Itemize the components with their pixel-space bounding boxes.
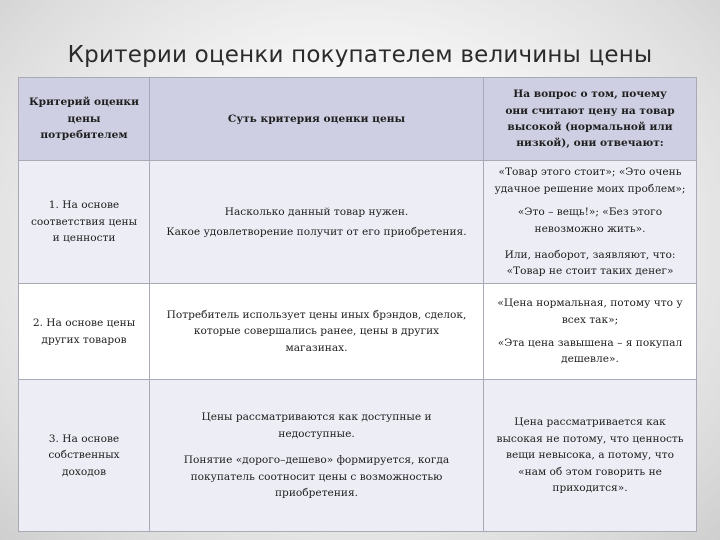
essence-line: которые совершались ранее, цены в других (193, 325, 440, 338)
answer-line: Цена рассматривается как (514, 416, 666, 429)
row1-criterion (19, 161, 150, 284)
row2-criterion (19, 284, 150, 380)
row3-criterion (19, 380, 150, 532)
criterion-line: 2. На основе цены (32, 317, 136, 330)
answer-line: дешевле». (561, 353, 619, 366)
answer-line: «Товар этого стоит»; «Это очень (498, 166, 682, 179)
header-criterion-line: цены (67, 112, 101, 125)
criterion-line: доходов (61, 465, 107, 478)
essence-line: покупатель соотносит цены с возможностью (190, 470, 443, 483)
answer-line: невозможно жить». (534, 222, 646, 235)
criterion-line: других товаров (41, 333, 127, 346)
answer-line: «Цена нормальная, потому что у (497, 297, 683, 310)
header-answers-line: На вопрос о том, почему (513, 88, 667, 101)
row2-essence (150, 284, 484, 380)
answer-line: «нам об этом говорить не (518, 465, 662, 478)
criterion-line: соответствия цены (30, 215, 138, 228)
answer-line: «Эта цена завышена – я покупал (497, 337, 683, 349)
header-essence (150, 78, 484, 161)
criterion-line: собственных (48, 449, 120, 462)
header-criterion (19, 78, 150, 161)
table-header-row (19, 78, 697, 161)
criterion-line: и ценности (52, 232, 116, 245)
header-answers-line: они считают цену на товар (505, 104, 675, 117)
row2-answers (484, 284, 697, 380)
answer-line: «Это – вещь!»; «Без этого (517, 206, 663, 219)
table-row (19, 380, 697, 532)
answer-line: высокая не потому, что ценность (496, 432, 684, 445)
table-row (19, 161, 697, 284)
answer-line: удачное решение моих проблем»; (494, 182, 686, 195)
header-criterion-line: Критерий оценки (29, 96, 139, 109)
answer-line: приходится». (552, 482, 628, 495)
header-answers-line: низкой), они отвечают: (516, 137, 664, 150)
answer-line: Или, наоборот, заявляют, что: (504, 248, 676, 261)
criterion-line: 3. На основе (48, 432, 120, 445)
header-criterion-line: потребителем (40, 129, 128, 142)
header-answers (484, 78, 697, 161)
table-row (19, 284, 697, 380)
essence-line: недоступные. (278, 427, 355, 440)
row3-answers (484, 380, 697, 532)
answer-line: «Товар не стоит таких денег» (506, 265, 674, 278)
header-answers-line: высокой (нормальной или (507, 121, 673, 133)
row3-essence (150, 380, 484, 532)
essence-line: Насколько данный товар нужен. (224, 205, 409, 218)
header-essence-text: Суть критерия оценки цены (227, 112, 406, 125)
essence-line: Цены рассматриваются как доступные и (201, 411, 432, 424)
essence-line: Какое удовлетворение получит от его приобретения. (166, 226, 467, 238)
row1-essence (150, 161, 484, 284)
answer-line: всех так»; (561, 313, 619, 326)
slide-title: Критерии оценки покупателем величины цены (67, 42, 653, 68)
essence-line: магазинах. (285, 341, 348, 354)
essence-line: Потребитель использует цены иных брэндов, сделок, (166, 308, 467, 321)
essence-line: приобретения. (274, 487, 358, 500)
criteria-table (18, 77, 697, 532)
criterion-line: 1. На основе (48, 199, 120, 212)
answer-line: вещи невысока, а потому, что (505, 449, 675, 462)
essence-line: Понятие «дорого–дешево» формируется, когда (183, 454, 450, 467)
row1-answers (484, 161, 697, 284)
